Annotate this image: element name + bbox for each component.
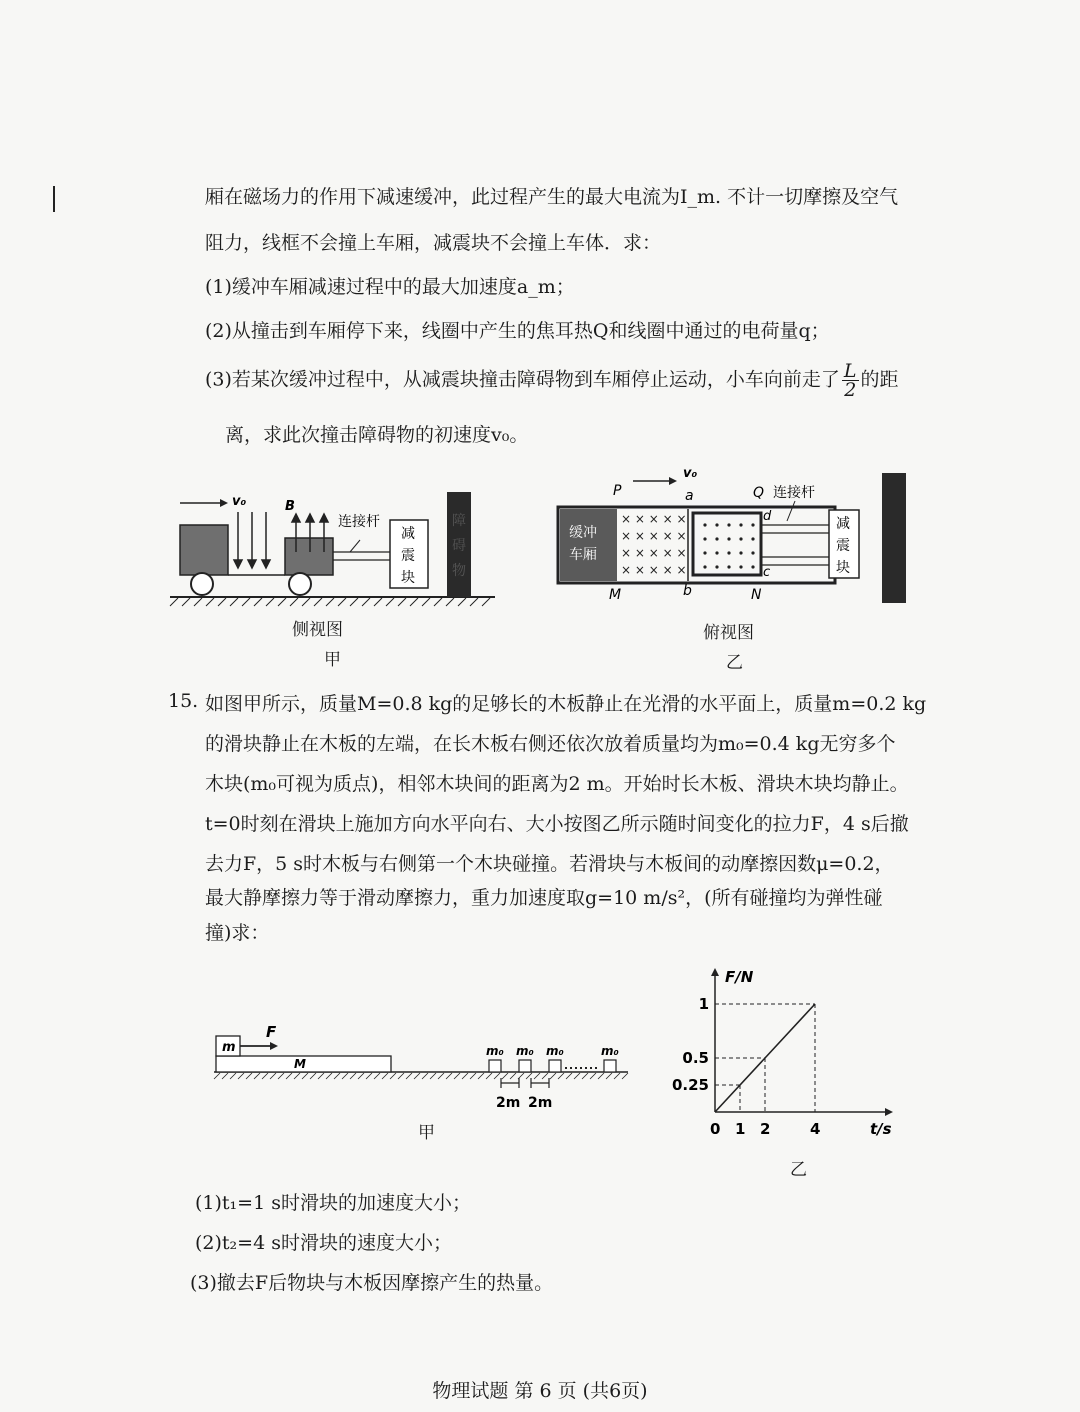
x-axis-label: t/s bbox=[870, 1120, 892, 1138]
q15-sub-2: (2)t₂=4 s时滑块的速度大小； bbox=[195, 1232, 452, 1254]
y-tick-1: 1 bbox=[698, 995, 709, 1013]
question-3 bbox=[205, 362, 899, 399]
q15-sub-3: (3)撤去F后物块与木板因摩擦产生的热量。 bbox=[190, 1272, 554, 1294]
top-view-figure bbox=[555, 465, 915, 610]
x-tick-4: 4 bbox=[810, 1120, 821, 1138]
buffer-label-2: 车厢 bbox=[569, 547, 597, 563]
block-m0-1 bbox=[489, 1060, 501, 1072]
damper-top-char-2: 震 bbox=[836, 538, 850, 554]
fraction-denominator: 2 bbox=[844, 379, 857, 401]
q15-line-2: 的滑块静止在木板的左端，在长木板右侧还依次放着质量均为m₀=0.4 kg无穷多个 bbox=[205, 733, 896, 755]
board-blocks-figure bbox=[210, 1020, 635, 1120]
y-tick-0.25: 0.25 bbox=[671, 1076, 709, 1094]
damper-char-2: 震 bbox=[401, 548, 415, 564]
obstacle-char-1: 障 bbox=[452, 513, 466, 529]
question-1: (1)缓冲车厢减速过程中的最大加速度a_m； bbox=[205, 276, 575, 298]
block-m0-3 bbox=[549, 1060, 561, 1072]
x-axis-arrow bbox=[885, 1108, 893, 1116]
q15-line-1: 如图甲所示，质量M=0.8 kg的足够长的木板静止在光滑的水平面上，质量m=0.2 kg bbox=[205, 693, 927, 715]
damper-top-char-3: 块 bbox=[836, 560, 850, 576]
N-label: N bbox=[751, 587, 762, 603]
v0-top-label: v₀ bbox=[683, 466, 698, 481]
buffer-label-1: 缓冲 bbox=[569, 525, 597, 541]
board-M-label: M bbox=[294, 1057, 306, 1071]
x-tick-2: 2 bbox=[760, 1120, 771, 1138]
q15-line-5: 去力F，5 s时木板与右侧第一个木块碰撞。若滑块与木板间的动摩擦因数μ=0.2， bbox=[205, 853, 894, 875]
q15-sub-1: (1)t₁=1 s时滑块的加速度大小； bbox=[195, 1192, 471, 1214]
svg-text:× × × × ×: × × × × × bbox=[621, 546, 687, 560]
block-m0-label-3: m₀ bbox=[546, 1044, 564, 1058]
obstacle-char-3: 物 bbox=[452, 563, 466, 579]
chart-caption: 乙 bbox=[790, 1160, 807, 1180]
a-label: a bbox=[685, 488, 694, 504]
obstacle-top-wall bbox=[882, 473, 906, 603]
buffer-carriage bbox=[560, 509, 617, 581]
block-m0-4 bbox=[604, 1060, 616, 1072]
y-tick-0.5: 0.5 bbox=[682, 1049, 709, 1067]
M-top-label: M bbox=[609, 587, 622, 603]
question-3-tail: 的距 bbox=[860, 368, 899, 391]
page-footer: 物理试题 第 6 页 (共6页) bbox=[432, 1380, 648, 1402]
svg-text:× × × × ×: × × × × × bbox=[621, 563, 687, 577]
question-2: (2)从撞击到车厢停下来，线圈中产生的焦耳热Q和线圈中通过的电荷量q； bbox=[205, 320, 830, 342]
coil-loop bbox=[693, 513, 761, 575]
margin-mark bbox=[53, 186, 55, 212]
rod-top-label: 连接杆 bbox=[773, 485, 815, 501]
rod-label: 连接杆 bbox=[338, 514, 380, 530]
question-3-text: (3)若某次缓冲过程中，从减震块撞击障碍物到车厢停止运动，小车向前走了 bbox=[205, 368, 840, 391]
top-view-caption: 俯视图 bbox=[703, 623, 754, 643]
force-F-label: F bbox=[266, 1023, 277, 1041]
y-axis-arrow bbox=[711, 968, 719, 976]
svg-text:× × × × ×: × × × × × bbox=[621, 512, 687, 526]
damper-top-char-1: 减 bbox=[836, 516, 850, 532]
tick-labels bbox=[672, 995, 820, 1138]
q15-line-7: 撞)求： bbox=[205, 922, 270, 944]
svg-text:× × × × ×: × × × × × bbox=[621, 529, 687, 543]
force-time-chart bbox=[670, 960, 910, 1140]
question-3-line-2: 离，求此次撞击障碍物的初速度v₀。 bbox=[225, 424, 529, 446]
fraction-L-over-2 bbox=[842, 362, 859, 399]
slider-m-label: m bbox=[222, 1040, 236, 1055]
top-view-label: 乙 bbox=[726, 653, 743, 673]
block-m0-2 bbox=[519, 1060, 531, 1072]
damper-char-3: 块 bbox=[401, 570, 415, 586]
side-view-caption: 侧视图 bbox=[292, 620, 343, 640]
question-15-number: 15. bbox=[168, 690, 199, 712]
wheel-left bbox=[191, 573, 213, 595]
damper-char-1: 减 bbox=[401, 526, 415, 542]
fraction-numerator: L bbox=[843, 360, 857, 382]
board-figure-label: 甲 bbox=[418, 1123, 435, 1143]
q15-line-4: t=0时刻在滑块上施加方向水平向右、大小按图乙所示随时间变化的拉力F，4 s后撤 bbox=[205, 813, 909, 835]
car-body bbox=[180, 525, 228, 575]
gap-label-2: 2m bbox=[528, 1095, 553, 1111]
text-line-2: 阻力，线框不会撞上车厢，减震块不会撞上车体．求： bbox=[205, 232, 662, 254]
x-tick-0: 0 bbox=[710, 1120, 721, 1138]
side-view-label: 甲 bbox=[324, 650, 341, 670]
block-m0-label-2: m₀ bbox=[516, 1044, 534, 1058]
obstacle-char-2: 碍 bbox=[452, 538, 466, 554]
x-tick-1: 1 bbox=[735, 1120, 746, 1138]
B-label: B bbox=[285, 499, 295, 514]
y-axis-label: F/N bbox=[725, 968, 754, 986]
gap-label-1: 2m bbox=[496, 1095, 521, 1111]
text-line-1: 厢在磁场力的作用下减速缓冲，此过程产生的最大电流为I_m. 不计一切摩擦及空气 bbox=[205, 186, 899, 208]
d-label: d bbox=[763, 509, 772, 524]
coil-frame bbox=[285, 538, 333, 575]
b-label: b bbox=[683, 583, 692, 599]
v0-label: v₀ bbox=[232, 494, 247, 509]
block-m0-label-4: m₀ bbox=[601, 1044, 619, 1058]
q15-line-3: 木块(m₀可视为质点)，相邻木块间的距离为2 m。开始时长木板、滑块木块均静止。 bbox=[205, 773, 909, 795]
Q-label: Q bbox=[753, 485, 765, 501]
block-m0-label-1: m₀ bbox=[486, 1044, 504, 1058]
P-label: P bbox=[613, 483, 622, 499]
c-label: c bbox=[763, 565, 771, 580]
q15-line-6: 最大静摩擦力等于滑动摩擦力，重力加速度取g=10 m/s²，(所有碰撞均为弹性碰 bbox=[205, 887, 883, 909]
wheel-right bbox=[289, 573, 311, 595]
